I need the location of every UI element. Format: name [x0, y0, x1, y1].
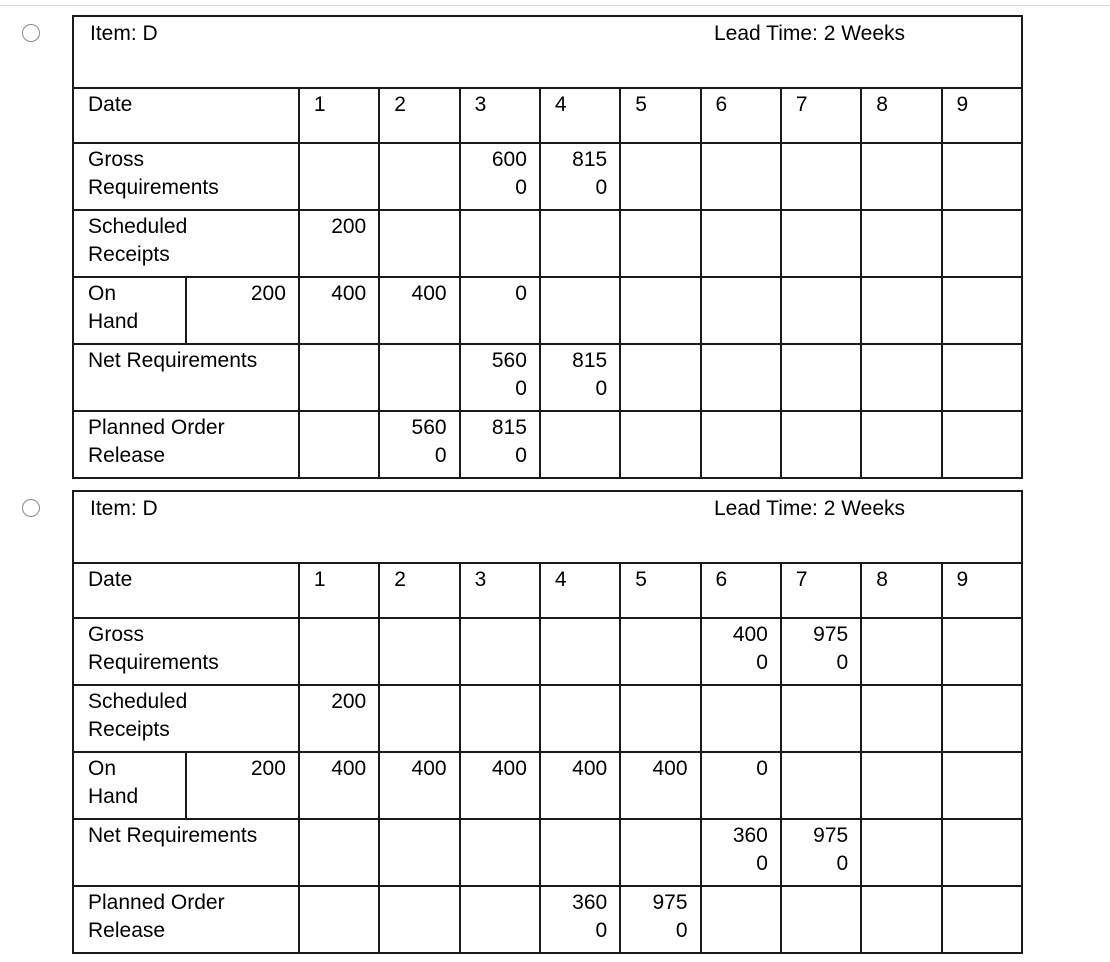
value-cell — [460, 886, 540, 953]
row-gross — [73, 143, 1022, 210]
row-label-line-2: Receipts — [88, 718, 170, 741]
value-cell — [781, 143, 861, 210]
value-cell — [861, 685, 941, 752]
row-label-line-1: Scheduled — [88, 690, 188, 713]
row-gross — [73, 618, 1022, 685]
value-cell — [701, 344, 781, 411]
value-text-part-1: 815 — [572, 148, 608, 171]
value-text-part-2: 0 — [434, 444, 447, 467]
value-text-part-1: 975 — [813, 623, 849, 646]
row-net — [73, 344, 1022, 411]
value-text-part-1: 815 — [572, 349, 608, 372]
period-header: 3 — [460, 563, 540, 618]
value-cell — [701, 819, 781, 886]
row-label-line-1: On — [88, 757, 117, 780]
row-label-line-1: Net Requirements — [88, 824, 258, 847]
period-header: 7 — [781, 88, 861, 143]
value-cell — [942, 618, 1022, 685]
row-on-hand — [73, 752, 1022, 819]
value-cell — [299, 344, 379, 411]
period-header: 6 — [701, 88, 781, 143]
value-text-part-1: 975 — [652, 891, 688, 914]
row-label-line-1: On — [88, 282, 117, 305]
row-on-hand — [73, 277, 1022, 344]
value-cell — [701, 886, 781, 953]
row-label — [73, 886, 299, 953]
value-cell — [942, 344, 1022, 411]
period-header: 4 — [540, 563, 620, 618]
value-cell — [861, 618, 941, 685]
table-header — [73, 491, 1022, 563]
value-cell — [540, 819, 620, 886]
value-cell — [460, 819, 540, 886]
value-cell — [620, 886, 700, 953]
row-label — [73, 685, 299, 752]
value-cell — [861, 277, 941, 344]
value-cell — [299, 618, 379, 685]
row-label — [73, 752, 186, 819]
period-header: 9 — [942, 563, 1022, 618]
value-text-part-2: 0 — [515, 444, 527, 467]
row-label-line-1: Net Requirements — [88, 349, 258, 372]
period-header: 5 — [620, 88, 700, 143]
value-cell — [460, 344, 540, 411]
value-text-part-2: 0 — [756, 852, 768, 875]
row-label-line-1: Planned Order — [88, 416, 225, 439]
row-scheduled — [73, 210, 1022, 277]
value-cell: 400 — [299, 752, 379, 819]
value-cell — [299, 819, 379, 886]
period-header: 2 — [379, 88, 459, 143]
value-cell — [460, 210, 540, 277]
value-text-part-2: 0 — [756, 651, 768, 674]
value-cell — [540, 143, 620, 210]
lead-time-label: Lead Time: 2 Weeks — [714, 497, 906, 520]
row-label — [73, 277, 186, 344]
value-cell — [620, 685, 700, 752]
value-cell — [460, 685, 540, 752]
row-planned — [73, 886, 1022, 953]
value-cell — [620, 143, 700, 210]
value-text-part-2: 0 — [595, 176, 608, 199]
value-cell — [379, 819, 459, 886]
value-cell — [620, 210, 700, 277]
value-cell — [379, 143, 459, 210]
mrp-table-1 — [72, 15, 1023, 479]
value-cell — [701, 143, 781, 210]
value-cell: 200 — [299, 685, 379, 752]
value-cell — [379, 411, 459, 478]
value-cell: 400 — [379, 277, 459, 344]
value-cell — [942, 752, 1022, 819]
value-cell — [460, 143, 540, 210]
value-cell — [299, 143, 379, 210]
value-cell — [540, 685, 620, 752]
date-label: Date — [73, 88, 299, 143]
value-cell — [861, 210, 941, 277]
value-cell — [540, 411, 620, 478]
value-cell — [701, 685, 781, 752]
value-cell — [861, 886, 941, 953]
answer-radio-1[interactable] — [22, 24, 40, 42]
value-cell — [781, 210, 861, 277]
row-label-line-1: Gross — [88, 623, 145, 646]
value-cell — [701, 277, 781, 344]
value-text-part-2: 0 — [595, 377, 608, 400]
value-cell — [540, 210, 620, 277]
value-cell — [781, 819, 861, 886]
value-cell: 400 — [460, 752, 540, 819]
value-text-part-1: 360 — [732, 824, 768, 847]
value-text-part-2: 0 — [836, 651, 849, 674]
period-header: 5 — [620, 563, 700, 618]
row-planned — [73, 411, 1022, 478]
value-text-part-1: 600 — [491, 148, 527, 171]
row-label-line-2: Release — [88, 444, 166, 467]
row-net — [73, 819, 1022, 886]
value-cell — [299, 411, 379, 478]
table-header — [73, 16, 1022, 88]
value-cell — [379, 618, 459, 685]
value-cell: 400 — [299, 277, 379, 344]
period-header: 1 — [299, 563, 379, 618]
value-cell — [942, 210, 1022, 277]
period-header: 8 — [861, 563, 941, 618]
value-text-part-2: 0 — [595, 919, 608, 942]
value-cell — [942, 819, 1022, 886]
value-cell — [781, 411, 861, 478]
answer-radio-2[interactable] — [22, 499, 40, 517]
value-text-part-2: 0 — [836, 852, 849, 875]
value-cell: 0 — [460, 277, 540, 344]
period-header: 4 — [540, 88, 620, 143]
value-cell — [701, 210, 781, 277]
value-cell — [620, 819, 700, 886]
value-text-part-1: 360 — [572, 891, 608, 914]
divider — [0, 5, 1110, 6]
value-cell — [781, 344, 861, 411]
row-label-line-2: Hand — [88, 310, 139, 333]
value-cell — [540, 886, 620, 953]
value-cell — [620, 411, 700, 478]
value-cell — [379, 344, 459, 411]
value-cell — [861, 752, 941, 819]
value-cell — [942, 886, 1022, 953]
value-cell — [299, 886, 379, 953]
row-label-line-2: Requirements — [88, 651, 219, 674]
initial-on-hand: 200 — [186, 752, 298, 819]
row-label — [73, 344, 299, 411]
row-label-line-1: Planned Order — [88, 891, 225, 914]
value-cell — [861, 143, 941, 210]
row-label — [73, 210, 299, 277]
value-cell — [781, 886, 861, 953]
value-cell — [861, 411, 941, 478]
value-text-part-2: 0 — [515, 377, 527, 400]
value-cell — [379, 886, 459, 953]
period-header: 6 — [701, 563, 781, 618]
value-cell — [942, 685, 1022, 752]
row-label-line-1: Gross — [88, 148, 145, 171]
value-cell — [620, 344, 700, 411]
row-label-line-2: Release — [88, 919, 166, 942]
value-text-part-1: 560 — [491, 349, 527, 372]
value-cell — [460, 411, 540, 478]
lead-time-label: Lead Time: 2 Weeks — [714, 22, 906, 45]
value-cell — [620, 618, 700, 685]
value-text-part-1: 815 — [491, 416, 527, 439]
value-cell — [620, 277, 700, 344]
value-cell — [942, 277, 1022, 344]
value-cell: 400 — [540, 752, 620, 819]
period-header: 2 — [379, 563, 459, 618]
row-label-line-1: Scheduled — [88, 215, 188, 238]
value-text-part-2: 0 — [515, 176, 527, 199]
row-label-line-2: Hand — [88, 785, 139, 808]
value-cell — [781, 277, 861, 344]
row-label-line-2: Receipts — [88, 243, 170, 266]
value-text-part-1: 400 — [732, 623, 768, 646]
value-cell — [701, 411, 781, 478]
value-cell — [379, 685, 459, 752]
value-cell — [781, 618, 861, 685]
period-header: 9 — [942, 88, 1022, 143]
period-header: 7 — [781, 563, 861, 618]
value-cell — [379, 210, 459, 277]
row-label-line-2: Requirements — [88, 176, 219, 199]
value-text-part-1: 975 — [813, 824, 849, 847]
value-cell — [781, 752, 861, 819]
value-cell — [540, 618, 620, 685]
row-label — [73, 819, 299, 886]
mrp-table-2 — [72, 490, 1023, 954]
value-cell: 400 — [620, 752, 700, 819]
period-header: 8 — [861, 88, 941, 143]
period-header: 3 — [460, 88, 540, 143]
value-cell — [701, 618, 781, 685]
value-cell — [540, 277, 620, 344]
value-cell: 400 — [379, 752, 459, 819]
value-cell — [540, 344, 620, 411]
date-label: Date — [73, 563, 299, 618]
value-cell — [942, 143, 1022, 210]
value-text-part-1: 560 — [411, 416, 447, 439]
value-cell — [460, 618, 540, 685]
initial-on-hand: 200 — [186, 277, 298, 344]
value-cell — [942, 411, 1022, 478]
row-label — [73, 411, 299, 478]
value-text-part-2: 0 — [675, 919, 688, 942]
value-cell: 0 — [701, 752, 781, 819]
row-label — [73, 618, 299, 685]
item-label: Item: D — [90, 497, 158, 520]
period-header: 1 — [299, 88, 379, 143]
item-label: Item: D — [90, 22, 158, 45]
value-cell — [861, 344, 941, 411]
row-scheduled — [73, 685, 1022, 752]
value-cell: 200 — [299, 210, 379, 277]
row-label — [73, 143, 299, 210]
value-cell — [861, 819, 941, 886]
value-cell — [781, 685, 861, 752]
